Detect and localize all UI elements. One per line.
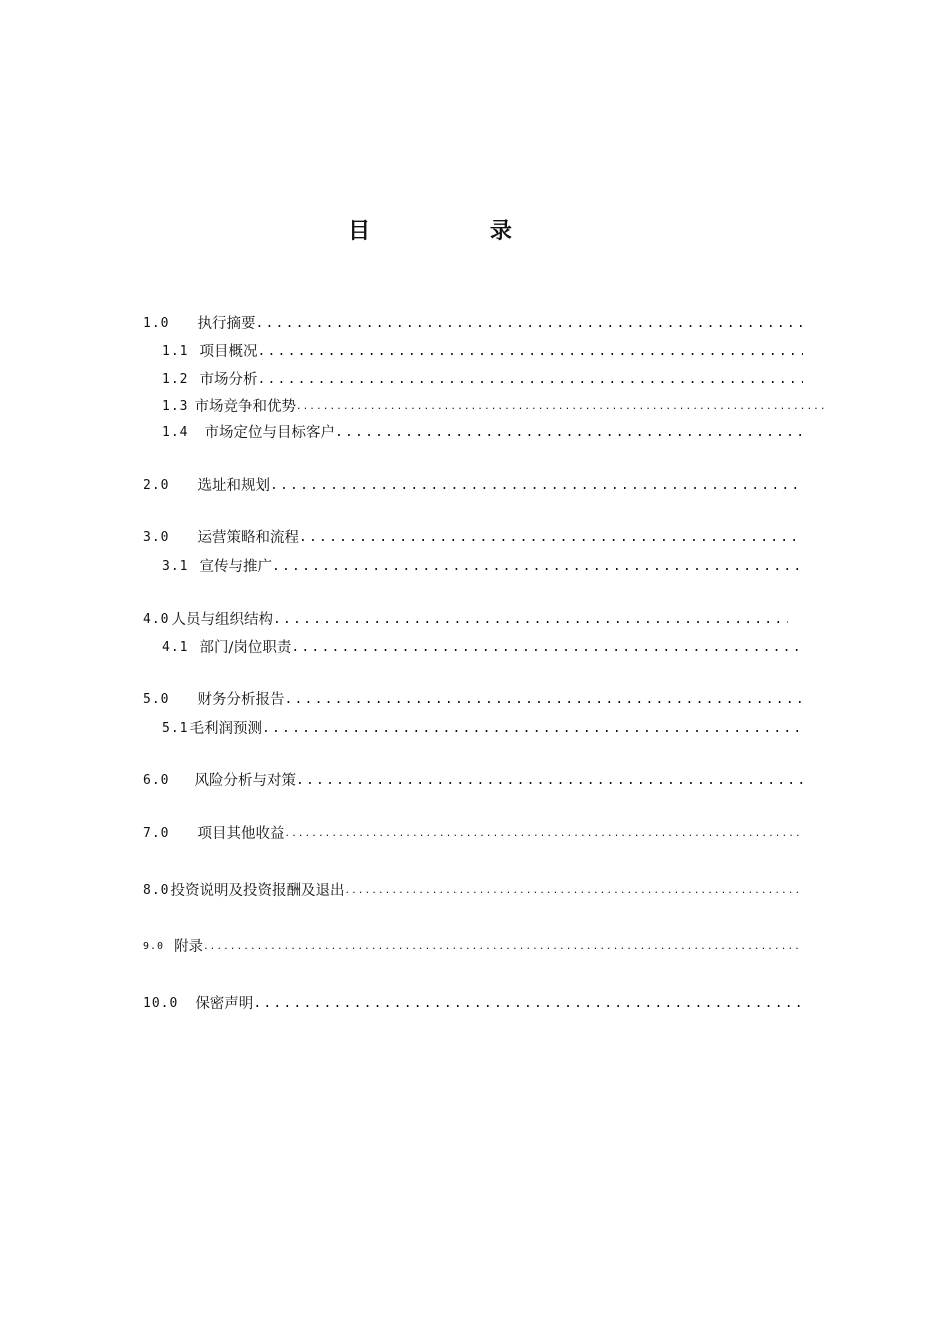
- toc-title: 执行摘要: [197, 316, 256, 332]
- page-title: 目 录: [348, 219, 568, 244]
- toc-item-1-2[interactable]: [162, 370, 803, 390]
- toc-title: 运营策略和流程: [197, 530, 299, 546]
- toc-number: 1.4: [162, 425, 189, 440]
- toc-title: 市场定位与目标客户: [204, 425, 335, 441]
- toc-number: 4.0: [143, 612, 170, 627]
- toc-leader: [203, 937, 803, 957]
- toc-number: 3.1: [162, 559, 189, 574]
- toc-item-1-4[interactable]: [162, 423, 803, 443]
- toc-item-5-0[interactable]: [143, 690, 803, 710]
- toc-number: 10.0: [143, 996, 179, 1011]
- toc-number: 1.2: [162, 372, 189, 387]
- toc-leader: [344, 881, 803, 901]
- toc-item-1-0[interactable]: [143, 314, 803, 334]
- toc-number: 3.0: [143, 530, 170, 545]
- toc-item-9-0[interactable]: [143, 937, 803, 957]
- toc-item-4-0[interactable]: [143, 610, 788, 630]
- toc-number: 4.1: [162, 640, 189, 655]
- toc-title: 毛利润预测: [189, 721, 262, 737]
- toc-number: 2.0: [143, 478, 170, 493]
- toc-item-3-1[interactable]: [162, 557, 803, 577]
- toc-number: 8.0: [143, 883, 170, 898]
- toc-number: 5.1: [162, 721, 189, 736]
- toc-item-6-0[interactable]: [143, 771, 803, 791]
- toc-leader: [257, 342, 803, 362]
- toc-leader: [262, 719, 803, 739]
- toc-number: 9.0: [143, 941, 165, 952]
- toc-title: 风险分析与对策: [194, 773, 296, 789]
- toc-leader: [296, 771, 803, 791]
- toc-title: 部门/岗位职责: [199, 640, 292, 656]
- toc-item-5-1[interactable]: [162, 719, 803, 739]
- toc-item-2-0[interactable]: [143, 476, 803, 496]
- toc-leader: [284, 824, 799, 844]
- toc-title: 人员与组织结构: [171, 612, 273, 628]
- toc-number: 1.0: [143, 316, 170, 331]
- toc-item-7-0[interactable]: [143, 824, 799, 844]
- toc-number: 5.0: [143, 692, 170, 707]
- toc-number: 6.0: [143, 773, 170, 788]
- toc-number: 1.1: [162, 344, 189, 359]
- toc-leader: [255, 314, 803, 334]
- toc-item-8-0[interactable]: [143, 881, 803, 901]
- toc-title: 项目概况: [199, 344, 258, 360]
- toc-leader: [296, 397, 828, 417]
- toc-number: 1.3: [162, 399, 189, 414]
- toc-leader: [284, 690, 803, 710]
- toc-item-1-3[interactable]: [162, 397, 828, 417]
- toc-title: 保密声明: [195, 996, 254, 1012]
- toc-leader: [299, 528, 803, 548]
- toc-title: 市场分析: [199, 372, 258, 388]
- toc-title: 市场竞争和优势: [194, 399, 296, 415]
- toc-leader: [270, 476, 803, 496]
- toc-item-3-0[interactable]: [143, 528, 803, 548]
- toc-leader: [272, 557, 803, 577]
- toc-item-1-1[interactable]: [162, 342, 803, 362]
- toc-title: 选址和规划: [197, 478, 270, 494]
- toc-leader: [253, 994, 803, 1014]
- toc-leader: [335, 423, 803, 443]
- toc-number: 7.0: [143, 826, 170, 841]
- toc-title: 财务分析报告: [197, 692, 285, 708]
- toc-title: 附录: [174, 939, 204, 955]
- toc-leader: [273, 610, 788, 630]
- toc-leader: [291, 638, 803, 658]
- toc-title: 宣传与推广: [199, 559, 272, 575]
- toc-item-4-1[interactable]: [162, 638, 803, 658]
- toc-item-10-0[interactable]: [143, 994, 803, 1014]
- toc-title: 投资说明及投资报酬及退出: [170, 883, 345, 899]
- toc-leader: [257, 370, 803, 390]
- toc-title: 项目其他收益: [197, 826, 285, 842]
